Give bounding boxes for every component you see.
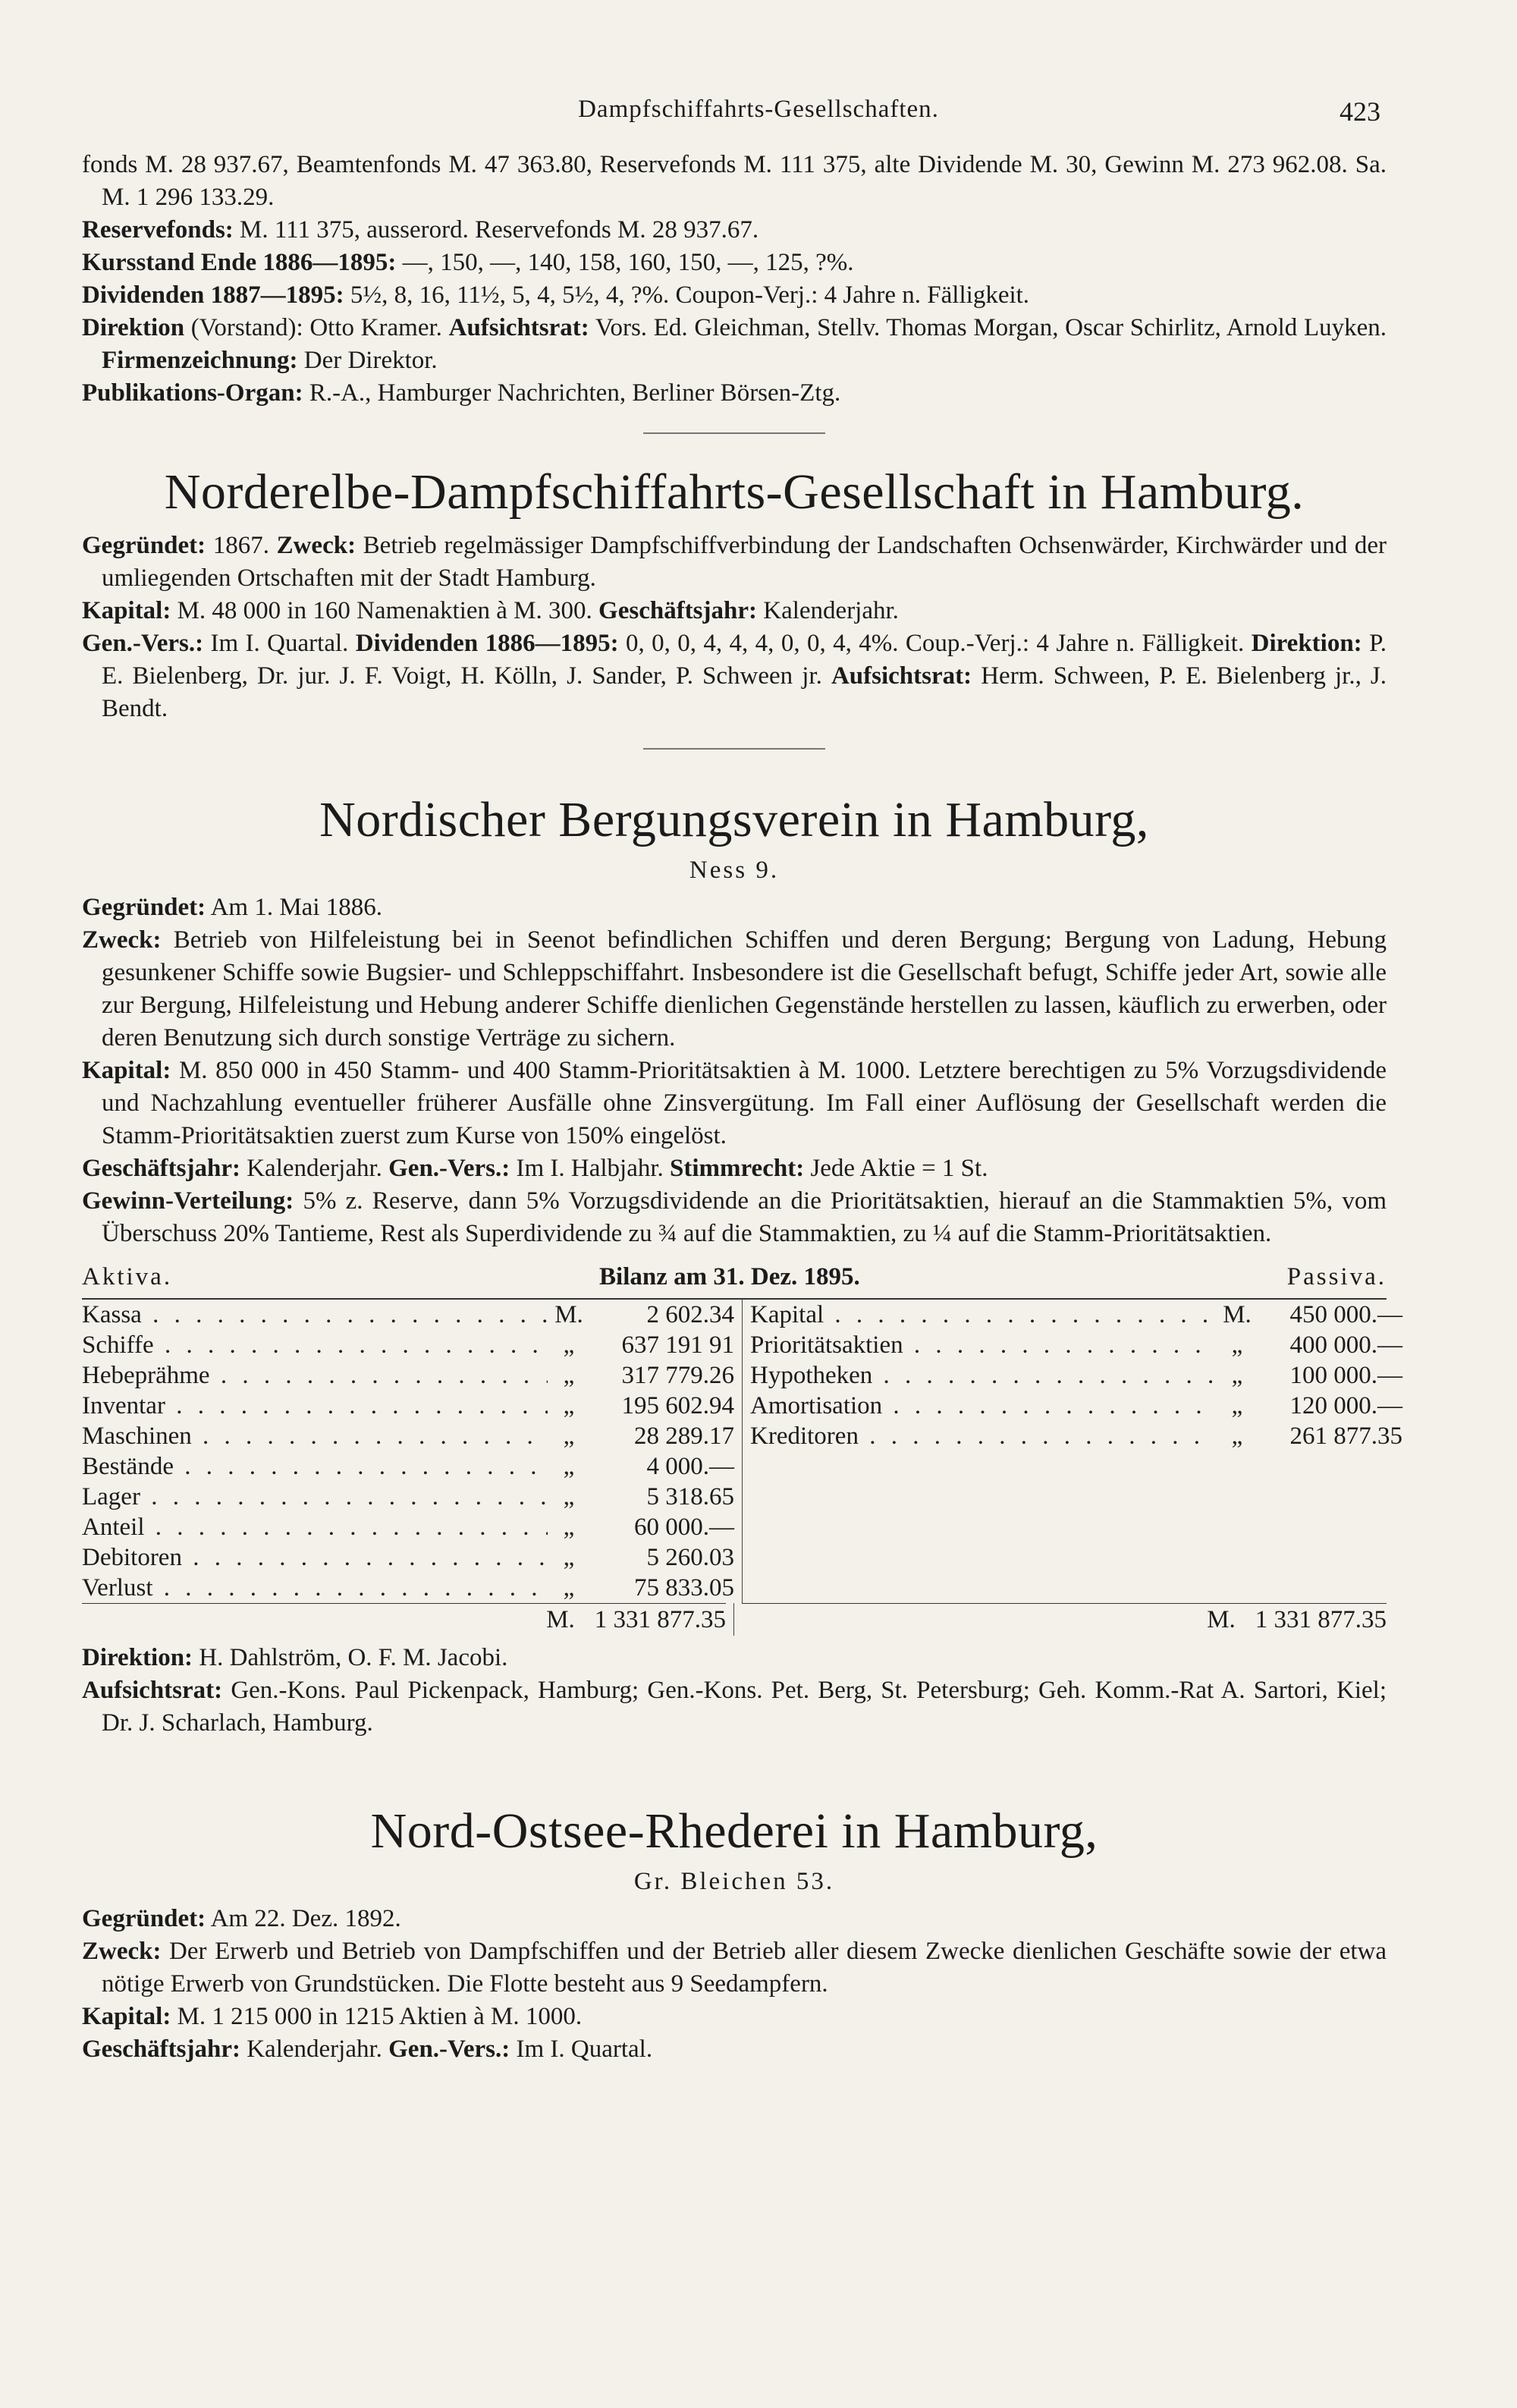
bergung-genvers-label: Gen.-Vers.: <box>388 1155 510 1182</box>
bilanz-row-label: Maschinen . . . <box>82 1421 548 1451</box>
bilanz-row-amount: 317 779.26 <box>621 1362 734 1389</box>
bilanz-row-amount: 4 000.— <box>646 1453 734 1480</box>
total-currency: M. <box>1207 1606 1236 1633</box>
bilanz-row-amount: 400 000.— <box>1289 1331 1402 1359</box>
total-amount: 1 331 877.35 <box>1255 1606 1387 1633</box>
norderelbe-aufsichtsrat-text: Herm. Schween, P. E. Bielenberg jr., J. Bendt. <box>102 662 1387 722</box>
prev-firmenzeichnung-label: Firmenzeichnung: <box>102 347 298 374</box>
prev-kursstand <box>82 247 1387 279</box>
bilanz-row <box>82 1391 734 1421</box>
bilanz-row-label: Prioritätsaktien . . . <box>750 1330 1216 1360</box>
bilanz-row-label: Hypotheken . . . <box>750 1360 1216 1391</box>
ostsee-zweck-label: Zweck: <box>82 1938 162 1965</box>
bergung-title: Nordischer Bergungsverein in Hamburg, <box>319 792 1149 847</box>
bergung-address: Ness 9. <box>689 857 780 884</box>
section-divider <box>643 748 825 750</box>
bilanz-row <box>82 1360 734 1391</box>
bergung-direktion-text: H. Dahlström, O. F. M. Jacobi. <box>199 1644 508 1671</box>
prev-reservefonds-label: Reservefonds: <box>82 216 234 244</box>
bilanz-row-currency: „ <box>563 1514 575 1541</box>
bilanz-row-currency: M. <box>1223 1301 1252 1328</box>
prev-firmenzeichnung-text: Der Direktor. <box>303 347 438 374</box>
prev-aufsichtsrat-label: Aufsichtsrat: <box>448 314 589 341</box>
bilanz-row-amount: 5 318.65 <box>646 1483 734 1511</box>
bilanz-total-passiva <box>734 1603 1387 1636</box>
bilanz-row-currency: „ <box>563 1331 575 1359</box>
prev-fonds-line2: Gewinn M. 273 962.08. Sa. M. 1 296 133.29. <box>102 151 1387 211</box>
bilanz-row <box>750 1330 1402 1360</box>
running-header <box>0 90 1517 135</box>
bilanz-row <box>750 1391 1402 1421</box>
bergung-zweck <box>82 924 1387 1055</box>
bilanz-row <box>82 1512 734 1542</box>
bergung-stimmrecht-label: Stimmrecht: <box>670 1155 805 1182</box>
bilanz-row <box>82 1330 734 1360</box>
bilanz-totals <box>82 1603 1387 1636</box>
bergung-kapital-label: Kapital: <box>82 1057 171 1084</box>
bilanz-row-amount: 100 000.— <box>1289 1362 1402 1389</box>
bilanz-row-amount: 120 000.— <box>1289 1392 1402 1419</box>
bilanz-total-passiva-line <box>742 1603 1387 1636</box>
bilanz-row-label: Inventar . . . <box>82 1391 548 1421</box>
bergung-kapital <box>82 1055 1387 1152</box>
prev-publikation-label: Publikations-Organ: <box>82 379 303 407</box>
ostsee-zweck <box>82 1935 1387 2001</box>
page-body <box>82 149 1402 2066</box>
bilanz-row-label: Bestände . . . <box>82 1451 548 1482</box>
bilanz-row-currency: „ <box>563 1362 575 1389</box>
norderelbe-title: Norderelbe-Dampfschiffahrts-Gesellschaft in Hamburg. <box>164 464 1305 520</box>
bergung-gewinnverteilung-label: Gewinn-Verteilung: <box>82 1187 294 1215</box>
norderelbe-geschaeftsjahr-label: Geschäftsjahr: <box>598 597 757 624</box>
norderelbe-gegruendet <box>82 530 1387 595</box>
norderelbe-genvers-label: Gen.-Vers.: <box>82 630 204 657</box>
norderelbe-direktion-label: Direktion: <box>1251 630 1362 657</box>
norderelbe-geschaeftsjahr-text: Kalenderjahr. <box>763 597 899 624</box>
prev-direktion <box>82 312 1387 377</box>
bergung-direktion-label: Direktion: <box>82 1644 193 1671</box>
section-divider <box>643 432 825 434</box>
bilanz-row-currency: „ <box>563 1392 575 1419</box>
bilanz-row <box>750 1300 1402 1330</box>
prev-dividenden-label: Dividenden 1887—1895: <box>82 281 344 309</box>
bilanz-row-label: Amortisation . . . <box>750 1391 1216 1421</box>
bilanz-row-label: Debitoren . . . <box>82 1542 548 1573</box>
norderelbe-gegruendet-text: 1867. <box>212 532 269 559</box>
norderelbe-genvers <box>82 627 1387 725</box>
bilanz-row-currency: „ <box>563 1422 575 1450</box>
norderelbe-kapital <box>82 595 1387 627</box>
bilanz-total-aktiva-line <box>82 1603 726 1636</box>
bilanz-row <box>82 1542 734 1573</box>
ostsee-title: Nord-Ostsee-Rhederei in Hamburg, <box>370 1803 1098 1859</box>
ostsee-genvers-label: Gen.-Vers.: <box>388 2035 510 2063</box>
prev-dividenden-text: 5½, 8, 16, 11½, 5, 4, 5½, 4, ?%. Coupon-Verj.: 4 Jahre n. Fälligkeit. <box>350 281 1030 309</box>
bilanz-row-currency: „ <box>1231 1392 1243 1419</box>
bergung-gewinnverteilung <box>82 1185 1387 1250</box>
prev-fonds-line1: fonds M. 28 937.67, Beamtenfonds M. 47 363.80, Reservefonds M. 111 375, alte Dividende M. 30, <box>82 151 1098 178</box>
bilanz-row-amount: 5 260.03 <box>646 1544 734 1571</box>
ostsee-kapital <box>82 2001 1387 2033</box>
bergung-kapital-text: M. 850 000 in 450 Stamm- und 400 Stamm-Prioritätsaktien à M. 1000. Letztere berechtigen zu 5% Vorzugsdividende und Nachzahlung eventueller früherer Ausfälle ohne Zinsvergütung. Im Fall einer Auflösung der Gesellschaft werden die Stamm-Prioritätsaktien zuerst zum Kurse von 150% eingelöst. <box>102 1057 1387 1149</box>
bilanz-row <box>82 1451 734 1482</box>
bilanz-row-amount: 637 191 91 <box>621 1331 734 1359</box>
bilanz-row-label: Verlust . . . <box>82 1573 548 1603</box>
bilanz-row-amount: 60 000.— <box>634 1514 734 1541</box>
norderelbe-zweck-label: Zweck: <box>276 532 356 559</box>
bilanz-row-label: Hebeprähme . . . <box>82 1360 548 1391</box>
bilanz-row <box>750 1360 1402 1391</box>
ostsee-address: Gr. Bleichen 53. <box>633 1868 835 1895</box>
prev-publikation-text: R.-A., Hamburger Nachrichten, Berliner Börsen-Ztg. <box>309 379 841 407</box>
bergung-direktion <box>82 1642 1387 1674</box>
bilanz-total-aktiva <box>82 1603 734 1636</box>
ostsee-kapital-label: Kapital: <box>82 2003 171 2030</box>
bilanz-row-label: Lager . . . <box>82 1482 548 1512</box>
ostsee-genvers-text: Im I. Quartal. <box>516 2035 653 2063</box>
bilanz-aktiva-label: Aktiva. <box>82 1263 173 1290</box>
norderelbe-gegruendet-label: Gegründet: <box>82 532 206 559</box>
bergung-geschaeftsjahr-text: Kalenderjahr. <box>247 1155 382 1182</box>
norderelbe-zweck-text: Betrieb regelmässiger Dampfschiffverbindung der Landschaften Ochsenwärder, Kirchwärder und der umliegenden Ortschaften mit der Stadt Hamburg. <box>102 532 1387 592</box>
bilanz-row-currency: „ <box>1231 1331 1243 1359</box>
ostsee-kapital-text: M. 1 215 000 in 1215 Aktien à M. 1000. <box>177 2003 583 2030</box>
norderelbe-dividenden-label: Dividenden 1886—1895: <box>355 630 619 657</box>
bilanz-row-currency: „ <box>563 1483 575 1511</box>
bergung-gewinnverteilung-text: 5% z. Reserve, dann 5% Vorzugsdividende an die Prioritätsaktien, hierauf an die Stammaktien 5%, vom Überschuss 20% Tantieme, Rest als Superdividende zu ¾ auf die Stammaktien, zu ¼ auf die Stamm-Prioritätsaktien. <box>102 1187 1387 1247</box>
bilanz-row-currency: M. <box>554 1301 583 1328</box>
prev-dividenden <box>82 279 1387 312</box>
bilanz-row <box>750 1421 1402 1451</box>
norderelbe-direktion-text: P. E. Bielenberg, Dr. jur. J. F. Voigt, H. Kölln, J. Sander, P. Schween jr. <box>102 630 1387 690</box>
bergung-geschaeftsjahr <box>82 1152 1387 1185</box>
bilanz-row-amount: 195 602.94 <box>621 1392 734 1419</box>
page-number: 423 <box>1340 96 1380 127</box>
bilanz-row <box>82 1573 734 1603</box>
norderelbe-kapital-label: Kapital: <box>82 597 171 624</box>
bilanz-row-currency: „ <box>563 1544 575 1571</box>
ostsee-geschaeftsjahr <box>82 2033 1387 2066</box>
bilanz-aktiva <box>82 1300 743 1603</box>
bergung-gegruendet-label: Gegründet: <box>82 894 206 921</box>
bilanz-row-label: Anteil . . . <box>82 1512 548 1542</box>
bergung-gegruendet-text: Am 1. Mai 1886. <box>210 894 383 921</box>
bilanz-row-currency: „ <box>563 1453 575 1480</box>
bilanz-row-label: Kreditoren . . . <box>750 1421 1216 1451</box>
bergung-stimmrecht-text: Jede Aktie = 1 St. <box>810 1155 988 1182</box>
bilanz-row-label: Schiffe . . . <box>82 1330 548 1360</box>
bilanz-passiva-label: Passiva. <box>1286 1263 1387 1290</box>
norderelbe-kapital-text: M. 48 000 in 160 Namenaktien à M. 300. <box>177 597 592 624</box>
ostsee-gegruendet <box>82 1903 1387 1935</box>
bilanz-passiva <box>743 1300 1402 1603</box>
norderelbe-dividenden-text: 0, 0, 0, 4, 4, 4, 0, 0, 4, 4%. Coup.-Verj.: 4 Jahre n. Fälligkeit. <box>625 630 1245 657</box>
prev-publikation <box>82 377 1387 410</box>
bergung-aufsichtsrat-text: Gen.-Kons. Paul Pickenpack, Hamburg; Gen.-Kons. Pet. Berg, St. Petersburg; Geh. Komm.-Rat A. Sartori, Kiel; Dr. J. Scharlach, Hamburg. <box>102 1677 1387 1737</box>
bilanz-header <box>82 1261 1387 1294</box>
ostsee-gegruendet-label: Gegründet: <box>82 1905 206 1932</box>
bilanz-row <box>82 1421 734 1451</box>
bilanz-row-amount: 75 833.05 <box>634 1574 734 1602</box>
bilanz-row-label: Kassa . . . <box>82 1300 548 1330</box>
ostsee-geschaeftsjahr-label: Geschäftsjahr: <box>82 2035 240 2063</box>
bilanz-table <box>82 1298 1402 1603</box>
total-amount: 1 331 877.35 <box>594 1606 726 1633</box>
norderelbe-genvers-text: Im I. Quartal. <box>210 630 349 657</box>
bilanz-row <box>82 1482 734 1512</box>
prev-kursstand-label: Kursstand Ende 1886—1895: <box>82 249 397 276</box>
prev-direktion-text: (Vorstand): Otto Kramer. <box>190 314 442 341</box>
prev-aufsichtsrat-text: Vors. Ed. Gleichman, Stellv. Thomas Morgan, Oscar Schirlitz, Arnold Luyken. <box>595 314 1387 341</box>
bilanz-row-currency: „ <box>563 1574 575 1602</box>
bilanz-caption: Bilanz am 31. Dez. 1895. <box>599 1263 860 1290</box>
prev-direktion-label: Direktion <box>82 314 185 341</box>
bilanz-row-amount: 450 000.— <box>1289 1301 1402 1328</box>
bergung-genvers-text: Im I. Halbjahr. <box>516 1155 664 1182</box>
bilanz-row-amount: 261 877.35 <box>1289 1422 1402 1450</box>
bergung-gegruendet <box>82 891 1387 924</box>
prev-reservefonds <box>82 214 1387 247</box>
bilanz-row <box>82 1300 734 1330</box>
ostsee-gegruendet-text: Am 22. Dez. 1892. <box>210 1905 401 1932</box>
bergung-aufsichtsrat-label: Aufsichtsrat: <box>82 1677 223 1704</box>
bilanz-row-label: Kapital . . . <box>750 1300 1216 1330</box>
prev-fonds <box>82 149 1387 214</box>
norderelbe-aufsichtsrat-label: Aufsichtsrat: <box>831 662 972 690</box>
prev-reservefonds-text: M. 111 375, ausserord. Reservefonds M. 28 937.67. <box>240 216 759 244</box>
bergung-zweck-label: Zweck: <box>82 926 162 954</box>
total-currency: M. <box>546 1606 575 1633</box>
ostsee-zweck-text: Der Erwerb und Betrieb von Dampfschiffen und der Betrieb aller diesem Zwecke dienlichen Geschäfte sowie der etwa nötige Erwerb von Grundstücken. Die Flotte besteht aus 9 Seedampfern. <box>102 1938 1387 1998</box>
bergung-aufsichtsrat <box>82 1674 1387 1740</box>
bilanz-row-amount: 28 289.17 <box>634 1422 734 1450</box>
bilanz-row-currency: „ <box>1231 1362 1243 1389</box>
bilanz-row-currency: „ <box>1231 1422 1243 1450</box>
bilanz-row-amount: 2 602.34 <box>646 1301 734 1328</box>
bergung-zweck-text: Betrieb von Hilfeleistung bei in Seenot befindlichen Schiffen und deren Bergung; Bergung von Ladung, Hebung gesunkener Schiffe sowie Bugsier- und Schleppschiffahrt. Insbesondere ist die Gesellschaft befugt, Schiffe jeder Art, sowie alle zur Bergung, Hilfeleistung und Hebung anderer Schiffe dienlichen Gegenstände herstellen zu lassen, käuflich zu erwerben, oder deren Benutzung sich durch sonstige Verträge zu sichern. <box>102 926 1387 1052</box>
running-title: Dampfschiffahrts-Gesellschaften. <box>578 96 939 123</box>
prev-kursstand-text: —, 150, —, 140, 158, 160, 150, —, 125, ?%. <box>402 249 854 276</box>
ostsee-geschaeftsjahr-text: Kalenderjahr. <box>247 2035 382 2063</box>
bergung-geschaeftsjahr-label: Geschäftsjahr: <box>82 1155 240 1182</box>
